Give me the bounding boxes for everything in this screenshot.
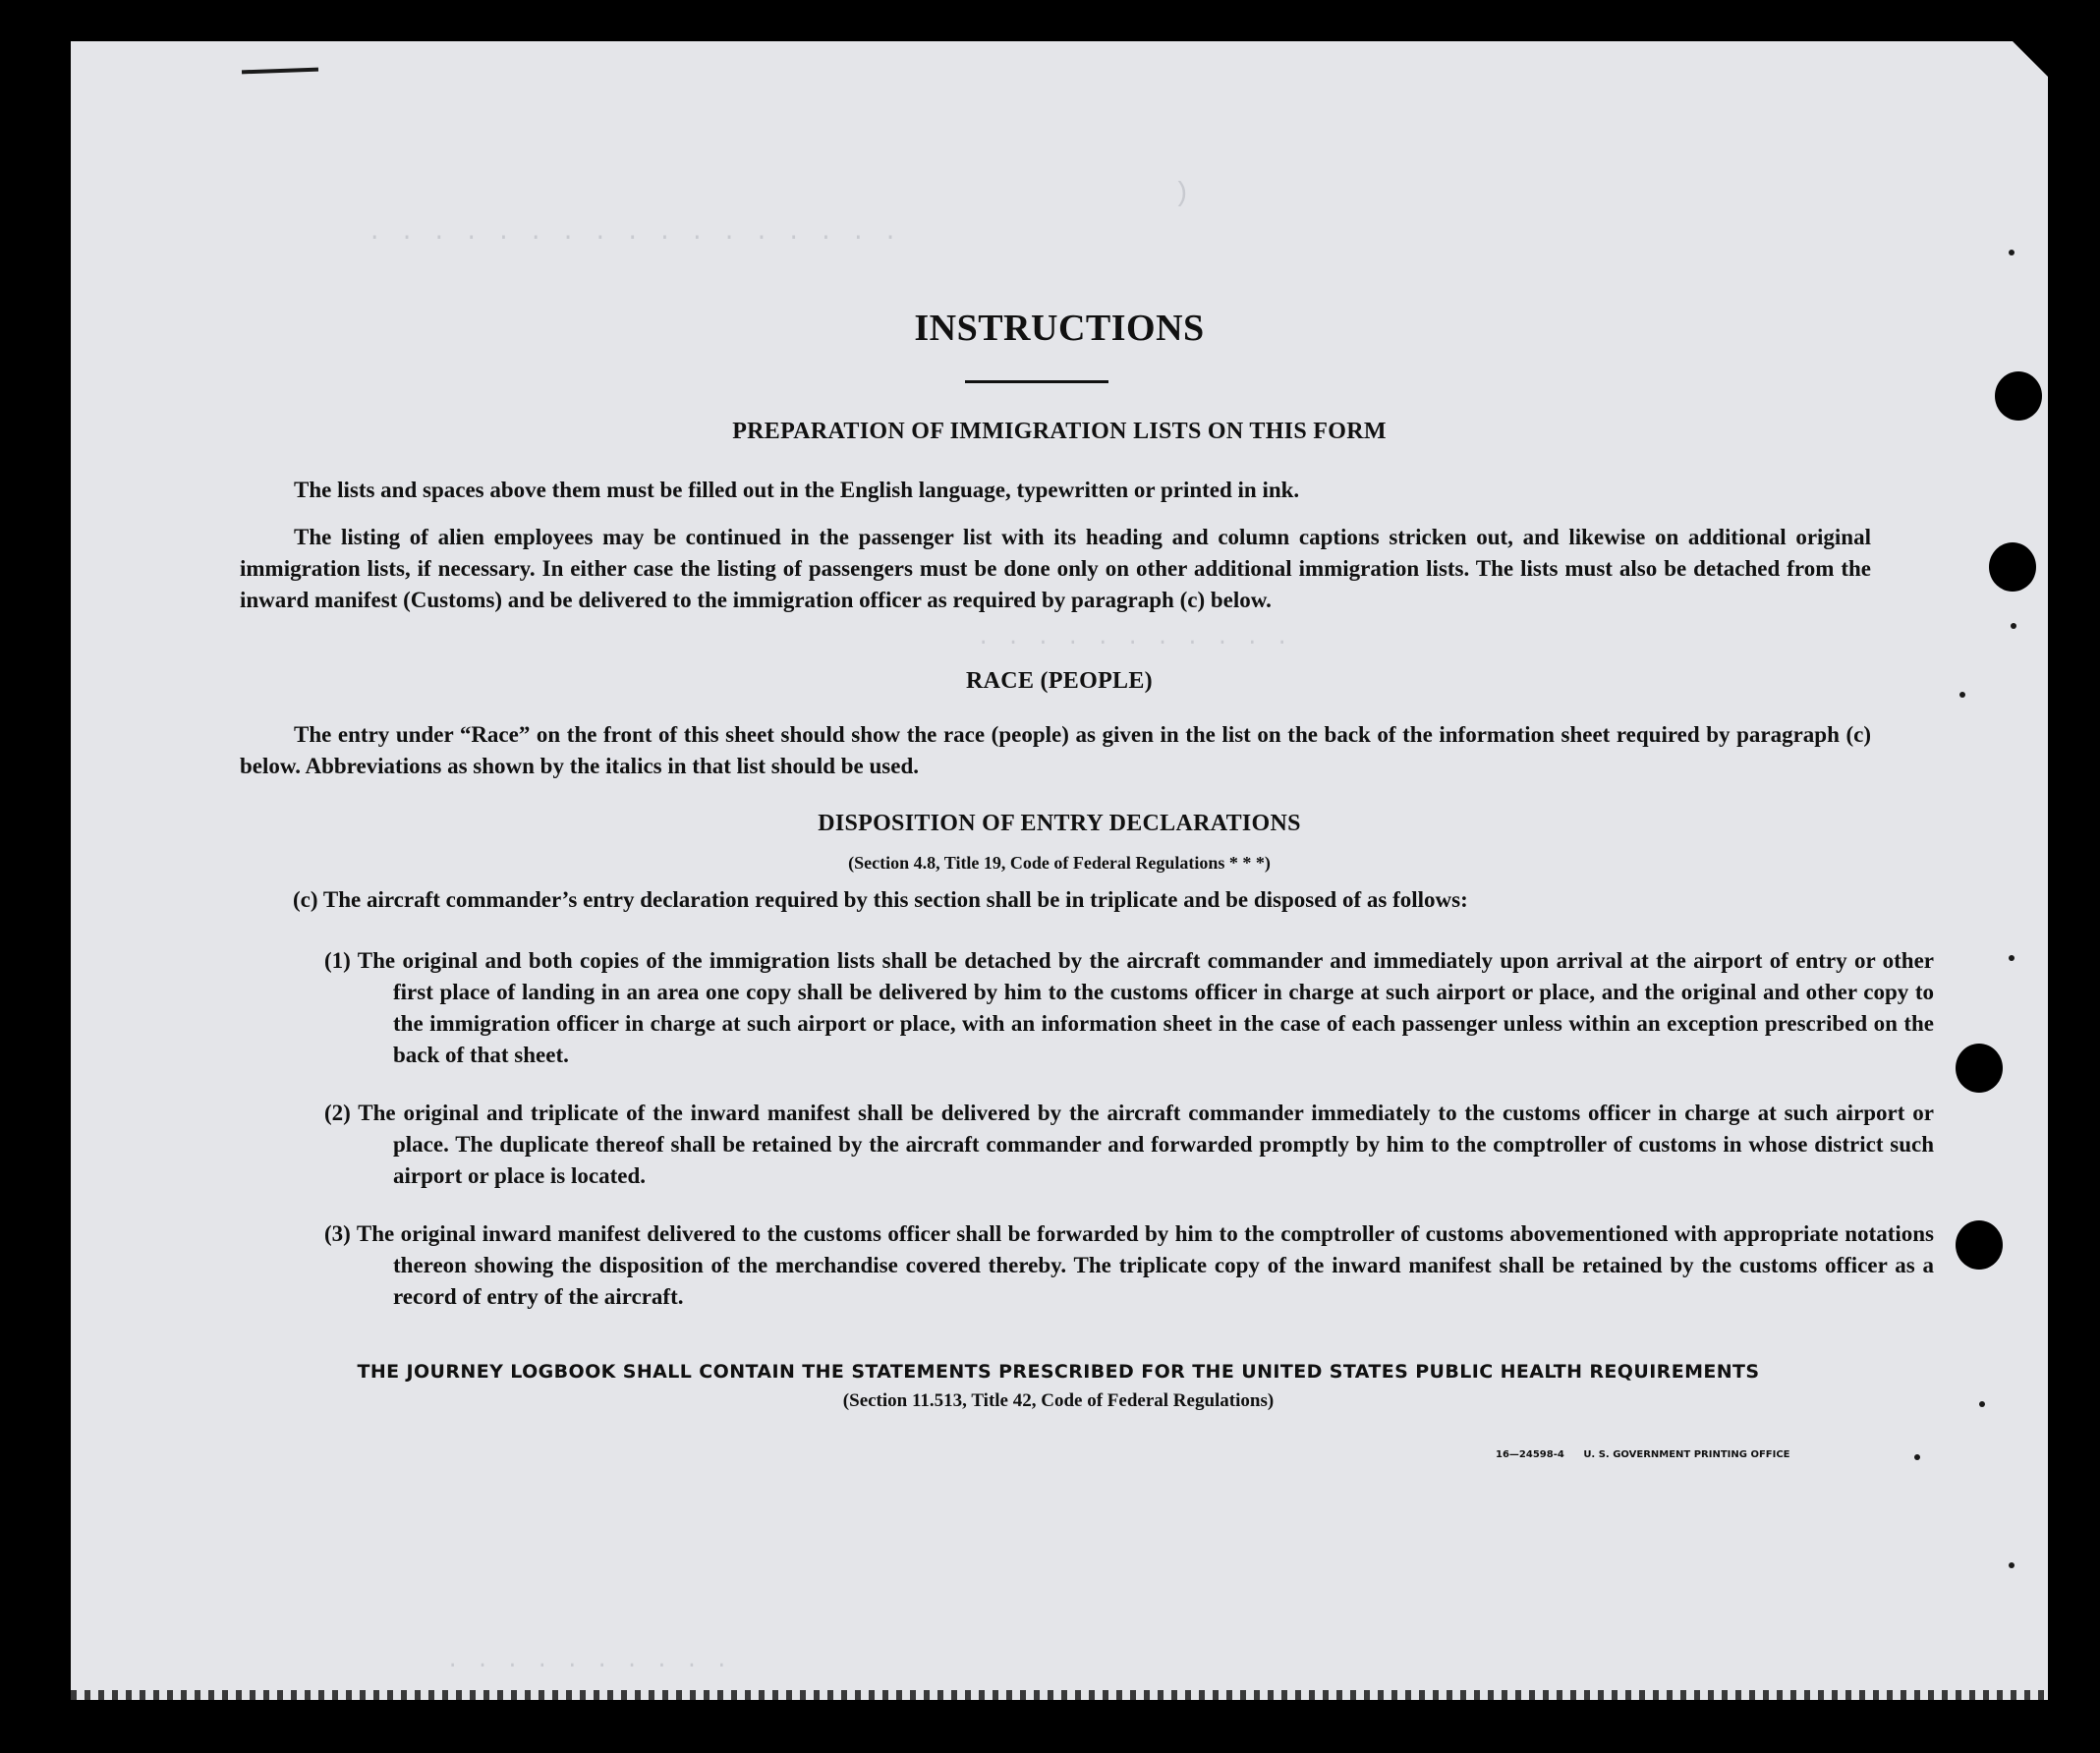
paragraph: The entry under “Race” on the front of this sheet should show the race (people) as given in the list on the back of the information sheet required by paragraph (c) below. Abbreviations as shown by the italics in that list should be used. xyxy=(240,722,1871,778)
section-heading: RACE (PEOPLE) xyxy=(966,668,1153,694)
speck xyxy=(2009,1562,2015,1568)
printing-office-imprint xyxy=(1496,1449,1806,1460)
page-title: INSTRUCTIONS xyxy=(914,308,1205,349)
print-code: 16—24598-4 xyxy=(1496,1449,1564,1460)
item-text: The original and triplicate of the inward manifest shall be delivered by the aircraft commander immediately to the customs officer in charge at such airport or place. The duplicate thereof shall be retained by the aircraft commander and forwarded promptly by him to the comptroller of customs in whose district such airport or place is located. xyxy=(358,1101,1934,1188)
item-text: The original inward manifest delivered to the customs officer shall be forwarded by him to the comptroller of customs abovementioned with appropriate notations thereon showing the disposition of the merchandise covered thereby. The triplicate copy of the inward manifest shall be retained by the customs officer as a record of entry of the aircraft. xyxy=(356,1221,1934,1309)
show-through-text: . . . . . . . . . . . . . . . . . xyxy=(366,220,898,247)
list-item xyxy=(324,945,1934,1071)
item-text: The aircraft commander’s entry declaration required by this section shall be in triplicate and be disposed of as follows: xyxy=(322,887,1468,912)
item-label: (3) xyxy=(324,1221,351,1246)
torn-edge xyxy=(71,1690,2048,1700)
item-text: The original and both copies of the immigration lists shall be detached by the aircraft commander and immediately upon arrival at the airport of entry or other first place of landing in an area one copy shall be delivered by him to the customs officer in charge at such airport or place, and the original and other copy to the immigration officer in charge at such airport or place, with an information sheet in the case of each passenger unless within an exception prescribed on the back of that sheet. xyxy=(357,948,1934,1067)
title-underline xyxy=(965,380,1108,383)
paragraph: The lists and spaces above them must be filled out in the English language, typewritten or printed in ink. xyxy=(294,478,1300,502)
list-item xyxy=(324,1218,1934,1313)
speck xyxy=(2011,623,2016,629)
section-heading: DISPOSITION OF ENTRY DECLARATIONS xyxy=(818,811,1301,836)
footer-citation: (Section 11.513, Title 42, Code of Federal Regulations) xyxy=(842,1390,1275,1411)
speck xyxy=(1979,1401,1985,1407)
pen-mark xyxy=(242,68,318,75)
speck xyxy=(1914,1454,1920,1460)
footer-statement: THE JOURNEY LOGBOOK SHALL CONTAIN THE STATEMENTS PRESCRIBED FOR THE UNITED STATES PUBLIC HEALTH REQUIREMENTS xyxy=(357,1361,1760,1383)
show-through-text: ( xyxy=(1171,179,1190,209)
item-label: (c) xyxy=(293,887,318,912)
binder-hole xyxy=(1956,1220,2003,1270)
speck xyxy=(2009,955,2015,961)
item-label: (1) xyxy=(324,948,351,973)
show-through-text: . . . . . . . . . . . xyxy=(975,626,1289,650)
binder-hole xyxy=(1956,1044,2003,1093)
show-through-text: . . . . . . . . . . xyxy=(444,1649,728,1673)
item-label: (2) xyxy=(324,1101,351,1125)
intro-paragraph xyxy=(293,884,1885,916)
document-page xyxy=(71,41,2048,1700)
printer-name: U. S. GOVERNMENT PRINTING OFFICE xyxy=(1583,1449,1790,1460)
list-item xyxy=(324,1098,1934,1192)
binder-hole xyxy=(1995,371,2042,421)
paragraph: The listing of alien employees may be continued in the passenger list with its heading and column captions stricken out, and likewise on additional original immigration lists, if necessary. In either case the listing of passengers must be done only on other additional immigration lists. The lists must also be detached from the inward manifest (Customs) and be delivered to the immigration officer as required by paragraph (c) below. xyxy=(240,525,1871,612)
section-citation: (Section 4.8, Title 19, Code of Federal Regulations * * *) xyxy=(848,853,1271,873)
section-heading: PREPARATION OF IMMIGRATION LISTS ON THIS FORM xyxy=(732,419,1387,444)
binder-hole xyxy=(1989,542,2036,592)
speck xyxy=(2009,250,2015,255)
